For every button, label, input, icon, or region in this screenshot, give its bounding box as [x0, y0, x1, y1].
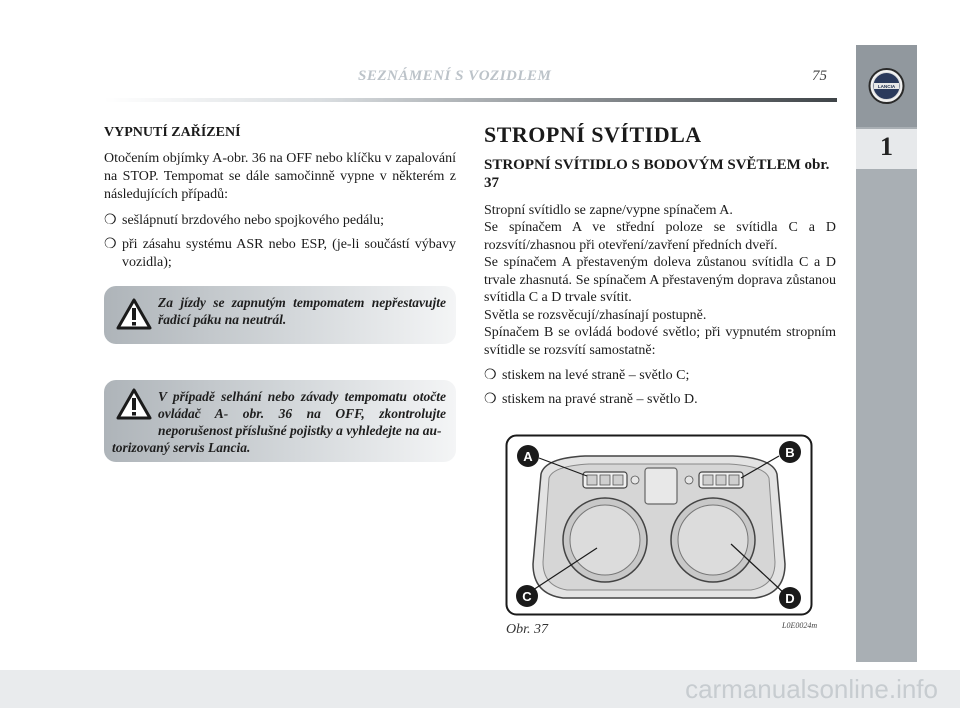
figure-caption: Obr. 37	[506, 622, 549, 637]
list-item-text: stiskem na levé straně – světlo C;	[502, 368, 690, 383]
running-head: SEZNÁMENÍ S VOZIDLEM	[358, 68, 552, 84]
warning-text-tail: torizovaný servis Lancia.	[112, 440, 251, 455]
warning-text: Za jízdy se zapnutým tempomatem nepřestavujte řadicí páku na neutrál.	[158, 295, 446, 327]
left-column	[104, 124, 456, 278]
warning-icon	[116, 298, 152, 330]
callout-a	[517, 445, 539, 467]
header-rule	[104, 98, 837, 102]
body-line: Se spínačem A ve střední poloze se svítidla C a D rozsvítí/zhasnou při otevření/zavření předních dveří.	[484, 220, 836, 253]
lancia-logo-icon	[856, 45, 917, 127]
svg-text:D: D	[785, 591, 795, 606]
svg-text:B: B	[785, 445, 795, 460]
bullet-icon: ❍	[484, 368, 497, 383]
body-line: Se spínačem A přestaveným doleva zůstanou svítidla C a D trvale zhasnutá. Se spínačem A přestaveným doprava zůstanou svítidla C a D trvale svítit.	[484, 255, 836, 305]
watermark: carmanualsonline.info	[0, 670, 960, 708]
svg-text:A: A	[523, 449, 533, 464]
body-line: Spínačem B se ovládá bodové světlo; při vypnutém stropním svítidle se rozsvítí samostatně:	[484, 325, 836, 358]
bullet-icon: ❍	[104, 213, 117, 228]
section-heading: VYPNUTÍ ZAŘÍZENÍ	[104, 125, 241, 140]
warning-text	[112, 388, 446, 456]
bullet-icon: ❍	[104, 237, 117, 252]
list-item-text: stiskem na pravé straně – světlo D.	[502, 391, 698, 407]
bullet-icon: ❍	[484, 391, 497, 407]
chapter-number: 1	[880, 132, 893, 161]
logo-box	[856, 45, 917, 127]
warning-box	[104, 286, 456, 344]
section-title: STROPNÍ SVÍTIDLA	[484, 122, 702, 147]
callout-b	[779, 441, 801, 463]
ceiling-light-illustration	[505, 434, 813, 616]
page-number: 75	[812, 68, 827, 84]
list-item	[104, 236, 456, 272]
body-text	[484, 202, 836, 360]
list-item	[104, 212, 456, 230]
ceiling-light-figure	[505, 434, 813, 616]
callout-c	[516, 585, 538, 607]
logo-text: LANCIA	[877, 84, 896, 89]
intro-paragraph: Otočením objímky A-obr. 36 na OFF nebo klíčku v zapalování na STOP. Tempomat se dále samočinně vypne v některém z následujících případů:	[104, 151, 456, 202]
svg-text:C: C	[522, 589, 532, 604]
body-line: Světla se rozsvěcují/zhasínají postupně.	[484, 307, 707, 323]
figure-code: L0E0024m	[782, 621, 818, 630]
warning-text-main: V případě selhání nebo závady tempomatu otočte ovládač A- obr. 36 na OFF, zkontrolujte neporušenost příslušné pojistky a vyhledejte na au-	[158, 389, 446, 438]
list-item	[484, 391, 836, 409]
list-item-text: sešlápnutí brzdového nebo spojkového pedálu;	[122, 213, 385, 228]
section-subtitle: STROPNÍ SVÍTIDLO S BODOVÝM SVĚTLEM obr. 37	[484, 156, 830, 191]
list-item-text: při zásahu systému ASR nebo ESP, (je-li součástí výbavy vozidla);	[122, 237, 456, 270]
list-item	[484, 367, 836, 385]
warning-box	[104, 380, 456, 462]
callout-d	[779, 587, 801, 609]
right-column	[484, 122, 836, 414]
warning-icon	[116, 388, 152, 420]
body-line: Stropní svítidlo se zapne/vypne spínačem A.	[484, 202, 733, 218]
